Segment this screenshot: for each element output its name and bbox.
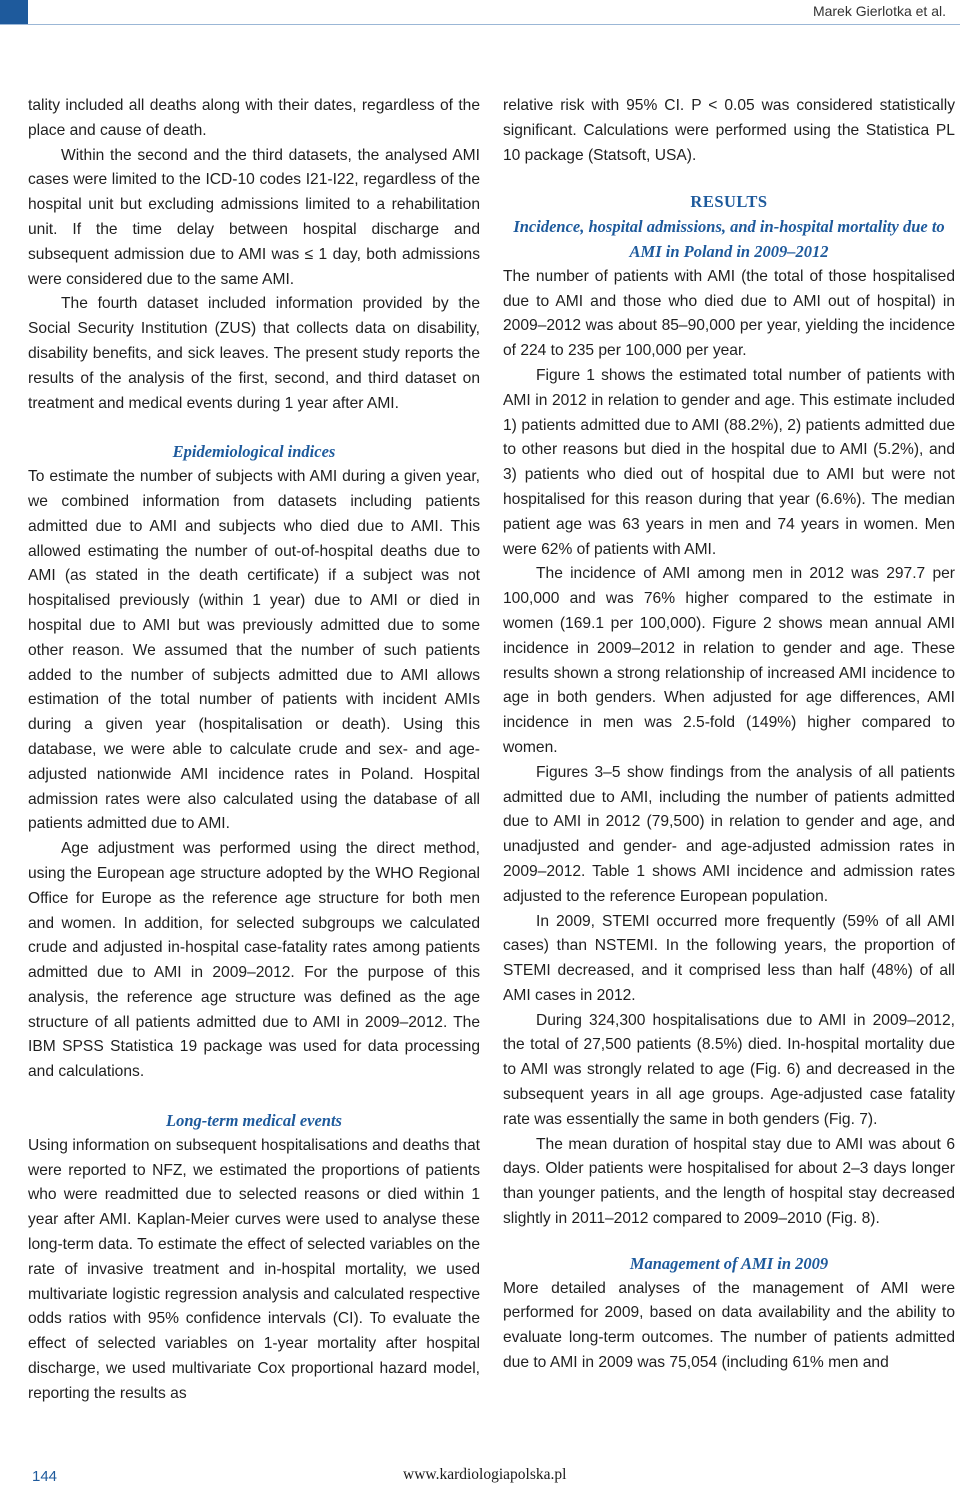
page-number: 144 xyxy=(32,1468,58,1485)
left-column xyxy=(28,94,480,1407)
paragraph: The number of patients with AMI (the total of those hospitalised due to AMI and those who died due to AMI out of hospital) in 2009–2012 was about 85–90,000 per year, yielding the incidence of 224 to 235 per 100,000 per year. xyxy=(503,267,955,360)
paragraph: To estimate the number of subjects with AMI during a given year, we combined information from datasets including patients admitted due to AMI and subjects who died due to AMI. This allowed estimating the number of out-of-hospital deaths due to AMI (as stated in the death certificate) if a subject was not hospitalised previously (within 1 year) due to AMI or died in hospital due to AMI but was previously admitted due to some other reason. We assumed that the number of such patients added to the number of subjects admitted due to AMI allows estimation of the total number of patients with incident AMIs during a given year (hospitalisation or death). Using this database, we were able to calculate crude and sex- and age-adjusted nationwide AMI incidence rates in Poland. Hospital admission rates were also calculated using the database of all patients admitted due to AMI. xyxy=(28,468,480,833)
section-heading-management: Management of AMI in 2009 xyxy=(629,1253,829,1273)
header-bar xyxy=(0,0,960,25)
paragraph: Figures 3–5 show findings from the analysis of all patients admitted due to AMI, including the number of patients admitted due to AMI in 2012 (79,500) in relation to gender and age, and unadjusted and gender- and age-adjusted admission rates in 2009–2012. Table 1 shows AMI incidence and admission rates adjusted to the reference European population. xyxy=(503,763,955,905)
paragraph: During 324,300 hospitalisations due to AMI in 2009–2012, the total of 27,500 patients (8.5%) died. In-hospital mortality due to AMI was strongly related to age (Fig. 6) and decreased in the subsequent years in all age groups. Age-adjusted case fatality rate was essentially the same in both genders (Fig. 7). xyxy=(503,1011,955,1128)
paragraph: The mean duration of hospital stay due to AMI was about 6 days. Older patients were hospitalised for about 2–3 days longer than younger patients, and the length of hospital stay decreased slightly in 2011–2012 compared to 2009–2010 (Fig. 8). xyxy=(503,1135,955,1228)
running-head: Marek Gierlotka et al. xyxy=(812,3,946,19)
paragraph: The incidence of AMI among men in 2012 was 297.7 per 100,000 and was 76% higher compared to the estimate in women (169.1 per 100,000). Figure 2 shows mean annual AMI incidence in 2009–2012 in relation to gender and age. These results shown a strong relationship of increased AMI incidence to age in both genders. When adjusted for age differences, AMI incidence in men was 2.5-fold (149%) higher compared to women. xyxy=(503,565,955,756)
paragraph: tality included all deaths along with their dates, regardless of the place and cause of death. xyxy=(28,97,480,139)
section-heading-long-term: Long-term medical events xyxy=(166,1111,342,1131)
header-corner-square xyxy=(0,0,28,24)
section-heading-epidemiological: Epidemiological indices xyxy=(172,442,336,462)
paragraph: Figure 1 shows the estimated total number of patients with AMI in 2012 in relation to gender and age. This estimate included 1) patients admitted due to AMI (88.2%), 2) patients admitted due to other reasons but died in the hospital due to AMI (5.2%), and 3) patients who died out of hospital due to AMI but were not hospitalised for this reason during that year (6.6%). The median patient age was 63 years in men and 74 years in women. Men were 62% of patients with AMI. xyxy=(503,366,955,558)
paragraph: The fourth dataset included information provided by the Social Security Institution (ZUS) that collects data on disability, disability benefits, and sick leaves. The present study reports the results of the analysis of the first, second, and third dataset on treatment and medical events during 1 year after AMI. xyxy=(28,295,480,412)
right-column xyxy=(503,94,955,1376)
paragraph: Age adjustment was performed using the direct method, using the European age structure adopted by the WHO Regional Office for Europe as the reference age structure for both men and women. In addition, for selected subgroups we calculated crude and adjusted in-hospital case-fatality rates among patients admitted due to AMI in 2009–2012. For the purpose of this analysis, the reference age structure was defined as the age structure of all patients admitted due to AMI in 2009–2012. The IBM SPSS Statistica 19 package was used for data processing and calculations. xyxy=(28,840,480,1081)
paragraph: Using information on subsequent hospitalisations and deaths that were reported to NFZ, we estimated the proportions of patients who were readmitted due to selected reasons or died within 1 year after AMI. Kaplan-Meier curves were used to analyse these long-term data. To estimate the effect of selected variables on the rate of invasive treatment and in-hospital mortality, we used multivariate logistic regression analysis and calculated respective odds ratios with 95% confidence intervals (CI). To evaluate the effect of selected variables on 1-year mortality after hospital discharge, we used multivariate Cox proportional hazard model, reporting the results as xyxy=(28,1136,480,1402)
paragraph: relative risk with 95% CI. P < 0.05 was considered statistically significant. Calculations were performed using the Statistica PL 10 package (Statsoft, USA). xyxy=(503,97,955,164)
section-heading-results: RESULTS xyxy=(690,192,768,212)
paragraph: Within the second and the third datasets, the analysed AMI cases were limited to the ICD-10 codes I21-I22, regardless of the hospital unit but excluding admissions limited to a rehabilitation unit. If the time delay between hospital discharge and subsequent admission due to AMI was ≤ 1 day, both admissions were considered due to the same AMI. xyxy=(28,146,480,288)
footer-url: www.kardiologiapolska.pl xyxy=(403,1466,567,1483)
section-heading-incidence: Incidence, hospital admissions, and in-hospital mortality due to AMI in Poland in 2009–2012 xyxy=(513,217,945,261)
paragraph: More detailed analyses of the management of AMI were performed for 2009, based on data availability and the ability to evaluate long-term outcomes. The number of patients admitted due to AMI in 2009 was 75,054 (including 61% men and xyxy=(503,1279,955,1372)
paragraph: In 2009, STEMI occurred more frequently (59% of all AMI cases) than NSTEMI. In the following years, the proportion of STEMI decreased, and it comprised less than half (48%) of all AMI cases in 2012. xyxy=(503,912,955,1004)
